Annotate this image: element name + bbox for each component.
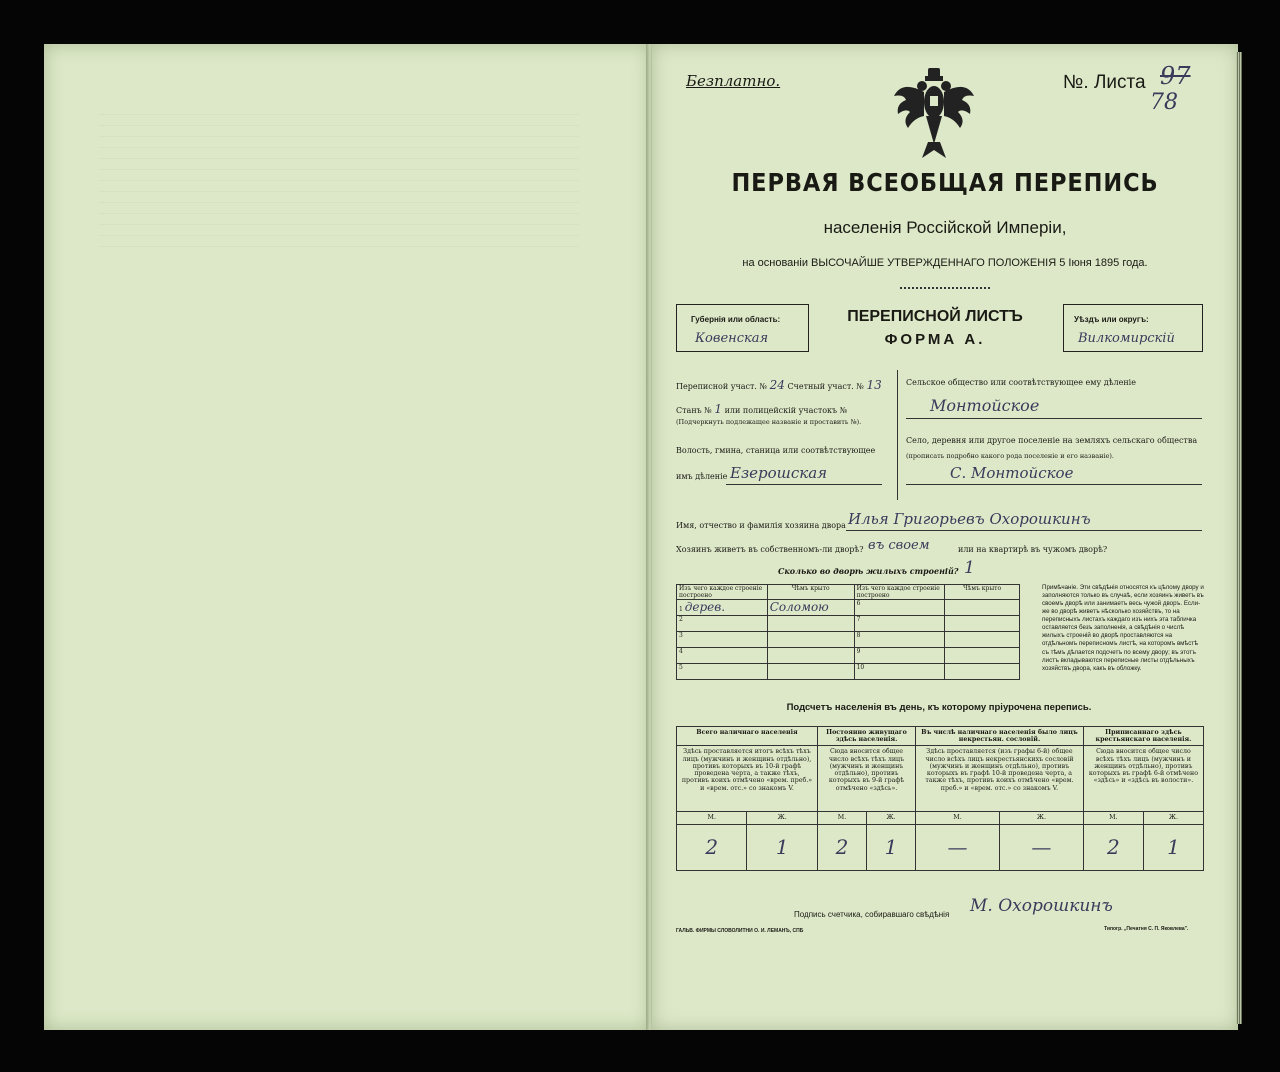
free-label: Безплатно. bbox=[686, 72, 781, 90]
volost-label: Волость, гмина, станица или соотвѣтствующее bbox=[676, 446, 876, 455]
village-value: С. Монтойское bbox=[950, 464, 1074, 482]
sheet-number-struck: 97 bbox=[1160, 62, 1191, 90]
form-type: ФОРМА А. bbox=[884, 331, 986, 348]
imperial-eagle-icon bbox=[892, 66, 976, 160]
uezd-box: Уѣздъ или округъ: Вилкомирскій bbox=[1063, 304, 1203, 352]
village-label: Село, деревня или другое поселеніе на земляхъ сельскаго общества bbox=[906, 436, 1198, 445]
count-value: — bbox=[999, 824, 1083, 870]
signature-label: Подпись счетчика, собиравшаго свѣдѣнія bbox=[794, 910, 950, 919]
left-page-blank bbox=[44, 44, 650, 1030]
ornament-divider bbox=[900, 287, 990, 289]
page-edges bbox=[1236, 52, 1242, 1024]
count-value: 1 bbox=[867, 824, 916, 870]
buildings-table: Изъ чего каждое строеніе построено Чѣмъ крыто Изъ чего каждое строеніе построено Чѣмъ крыто 1 дерев. Соломою 6 2 7 3 8 4 9 5 10 bbox=[676, 584, 1020, 680]
lives-value: въ своем bbox=[868, 538, 930, 553]
gubernia-box: Губернія или область: Ковенская bbox=[676, 304, 809, 352]
census-subtitle: населенія Россійской Имперіи, bbox=[823, 218, 1067, 237]
owner-label: Имя, отчество и фамилія хозяина двора bbox=[676, 521, 846, 530]
buildings-label: Сколько во дворѣ жилыхъ строеній? bbox=[778, 566, 959, 576]
note-text: Примѣчаніе. Эти свѣдѣнія относятся къ цѣлому двору и заполняются только въ случаѣ, если хозяинъ живетъ въ своемъ дворѣ или занимаетъ весь чужой дворъ. Если-же во дворѣ живетъ нѣсколько хозяйствъ, то на переписныхъ листахъ каждаго изъ нихъ эта табличка оставляется безъ заполненія, а свѣдѣнія о числѣ жилыхъ строеній во дворѣ проставляются на отдѣльномъ переписномъ листѣ, на которомъ вмѣстѣ съ тѣмъ дѣлается подсчетъ по всему двору; въ этотъ листъ вкладываются переписные листы отдѣльныхъ хозяйствъ двора, какъ въ обложку. bbox=[1042, 584, 1204, 672]
count-value: 2 bbox=[1083, 824, 1143, 870]
population-table: Всего наличнаго населенія Постоянно живущаго здѣсь населенія. Въ числѣ наличнаго населенія было лицъ некрестьян. сословій. Приписаннаго здѣсь крестьянскаго населенія. Здѣсь проставляется итогъ всѣхъ тѣхъ лицъ (мужчинъ и женщинъ отдѣльно), противъ которыхъ въ 10-й графѣ проведена черта, а также тѣхъ, противъ коихъ отмѣчено «врем. преб.» и «врем. отс.» со знакомъ V. Сюда вносится общее число всѣхъ тѣхъ лицъ (мужчинъ и женщинъ отдѣльно), противъ которыхъ въ 9-й графѣ отмѣчено «здѣсь». Здѣсь проставляется (изъ графы 6-й) общее число всѣхъ лицъ некрестьянскихъ сословій (мужчинъ и женщинъ отдѣльно), противъ которыхъ въ графѣ 10-й проведена черта, а также тѣхъ, противъ коихъ отмѣчено «врем. преб.» и «врем. отс.» со знакомъ V. Сюда вносится общее число всѣхъ тѣхъ лицъ (мужчинъ и женщинъ отдѣльно), противъ которыхъ въ графѣ 6-й отмѣчено «здѣсь» и «здѣсь въ волости». М. Ж. М. Ж. М. Ж. М. Ж. 2 1 2 1 — — 2 1 bbox=[676, 726, 1204, 871]
buildings-value: 1 bbox=[964, 558, 975, 578]
perepis-uchast-label: Переписной участ. № 24 Счетный участ. № 13 bbox=[676, 378, 882, 392]
lives-label-2: или на квартирѣ въ чужомъ дворѣ? bbox=[958, 545, 1108, 554]
count-value: 2 bbox=[677, 824, 747, 870]
uezd-value: Вилкомирскій bbox=[1078, 331, 1175, 346]
footer-right: Типогр. „Печатня С. П. Яковлева". bbox=[1104, 926, 1189, 932]
population-title: Подсчетъ населенія въ день, къ которому пріурочена перепись. bbox=[786, 702, 1092, 713]
owner-value: Илья Григорьевъ Охорошкинъ bbox=[848, 510, 1091, 528]
village-note: (прописать подробно какого рода поселеніе и его названіе). bbox=[906, 452, 1114, 460]
society-label: Сельское общество или соотвѣтствующее ему дѣленіе bbox=[906, 378, 1136, 387]
sheet-number-label: №. Листа bbox=[1063, 72, 1146, 93]
volost-value: Езерошская bbox=[730, 464, 828, 482]
sheet-title: ПЕРЕПИСНОЙ ЛИСТЪ bbox=[847, 308, 1023, 325]
society-value: Монтойское bbox=[930, 396, 1040, 415]
count-value: — bbox=[916, 824, 1000, 870]
count-value: 1 bbox=[1143, 824, 1203, 870]
lives-label: Хозяинъ живетъ въ собственномъ-ли дворѣ? bbox=[676, 545, 864, 554]
stan-label: Станъ № 1 или полицейскій участокъ № bbox=[676, 402, 848, 416]
underline-note: (Подчеркнуть подлежащее названіе и проставить №). bbox=[676, 418, 862, 426]
legal-basis: на основаніи ВЫСОЧАЙШЕ УТВЕРЖДЕННАГО ПОЛОЖЕНІЯ 5 Іюня 1895 года. bbox=[742, 257, 1148, 269]
sheet-number-value: 78 bbox=[1150, 90, 1178, 115]
footer-left: ГАЛЬВ. ФИРМЫ СЛОВОЛИТНИ О. И. ЛЕМАНЪ, СПБ bbox=[676, 928, 804, 934]
census-title: ПЕРВАЯ ВСЕОБЩАЯ ПЕРЕПИСЬ bbox=[731, 168, 1159, 197]
building-row: 1 дерев. bbox=[677, 600, 768, 616]
bleed-through-lines bbox=[99, 104, 579, 254]
gubernia-value: Ковенская bbox=[695, 331, 769, 346]
count-value: 1 bbox=[747, 824, 818, 870]
signature-value: М. Охорошкинъ bbox=[970, 896, 1113, 916]
count-value: 2 bbox=[817, 824, 866, 870]
volost-label-2: имъ дѣленіе bbox=[676, 472, 728, 481]
